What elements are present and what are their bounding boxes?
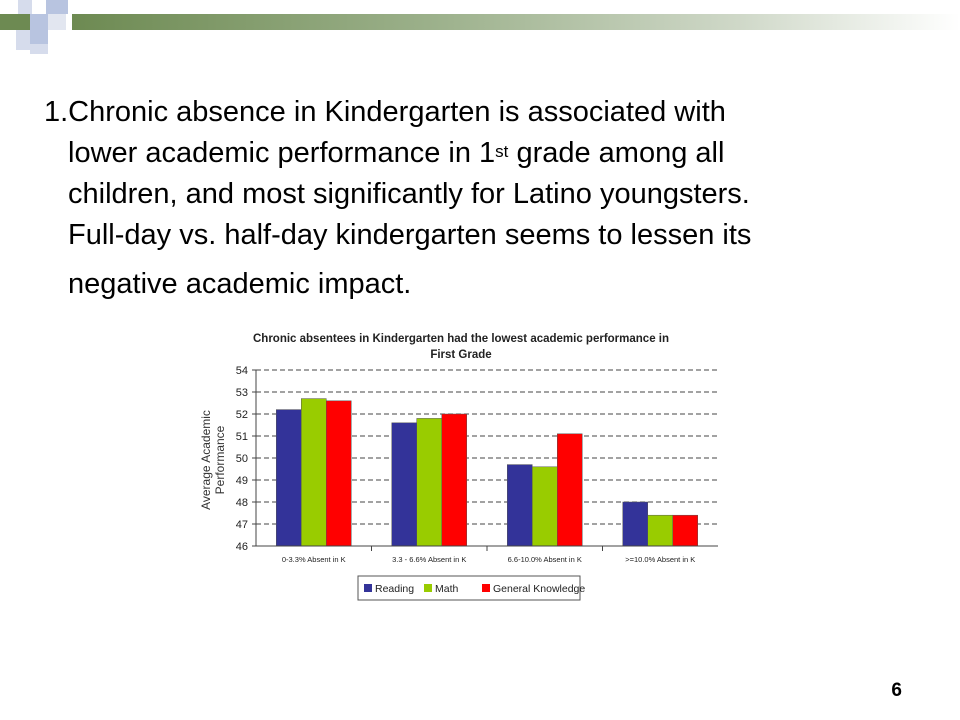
- x-tick-label-2: 6.6-10.0% Absent in K: [507, 555, 582, 564]
- bar-reading-3: [623, 502, 648, 546]
- deco-square-3: [0, 14, 30, 30]
- bar-general-knowledge-3: [673, 515, 698, 546]
- y-tick-label-7: 53: [235, 387, 248, 399]
- bar-math-0: [301, 399, 326, 546]
- bullet-line-2-a: lower academic performance in 1: [68, 137, 496, 169]
- bullet-line-3: children, and most significantly for Latino youngsters.: [68, 178, 750, 210]
- chart-title-line-1: Chronic absentees in Kindergarten had the lowest academic performance in: [252, 333, 670, 345]
- deco-square-1: [18, 0, 32, 14]
- bullet-line-2: [44, 133, 924, 174]
- y-tick-label-0: 46: [235, 541, 248, 553]
- y-tick-label-5: 51: [235, 431, 248, 443]
- x-tick-label-3: >=10.0% Absent in K: [625, 555, 696, 564]
- y-tick-label-6: 52: [235, 409, 248, 421]
- chart: [196, 318, 736, 610]
- bullet-text: [44, 92, 924, 305]
- deco-square-6: [16, 30, 30, 50]
- chart-title-line-2: First Grade: [430, 349, 492, 361]
- bar-reading-2: [507, 465, 532, 546]
- bullet-line-5: negative academic impact.: [68, 268, 412, 300]
- y-tick-label-1: 47: [235, 519, 248, 531]
- deco-square-4: [30, 14, 48, 44]
- x-tick-label-0: 0-3.3% Absent in K: [281, 555, 346, 564]
- y-tick-label-2: 48: [235, 497, 248, 509]
- x-tick-label-1: 3.3 - 6.6% Absent in K: [392, 555, 467, 564]
- bar-math-2: [532, 467, 557, 546]
- bullet-line-4: Full-day vs. half-day kindergarten seems to lessen its: [68, 219, 752, 251]
- y-tick-label-3: 49: [235, 475, 248, 487]
- y-tick-label-4: 50: [235, 453, 248, 465]
- bar-general-knowledge-1: [442, 414, 467, 546]
- bar-reading-1: [392, 423, 417, 546]
- bar-layer: [276, 399, 698, 546]
- bar-math-3: [648, 515, 673, 546]
- deco-square-5: [48, 14, 66, 30]
- legend-label-0: Reading: [375, 583, 415, 595]
- bar-math-1: [417, 418, 442, 546]
- legend-swatch-0: [364, 584, 372, 592]
- bullet-line-2-sup: st: [495, 142, 509, 161]
- bar-reading-0: [276, 410, 301, 546]
- header-bar: [72, 14, 960, 30]
- y-axis-label-line-2: Performance: [213, 425, 227, 495]
- bullet-line-2-b: grade among all: [508, 137, 725, 169]
- bar-general-knowledge-2: [557, 434, 582, 546]
- deco-square-2: [46, 0, 68, 14]
- legend-swatch-1: [424, 584, 432, 592]
- page-number: 6: [891, 680, 902, 701]
- deco-square-7: [30, 44, 48, 54]
- bullet-line-1: 1.Chronic absence in Kindergarten is associated with: [44, 96, 726, 128]
- legend-swatch-2: [482, 584, 490, 592]
- y-axis-label-line-1: Average Academic: [199, 410, 213, 510]
- legend: [358, 576, 585, 600]
- legend-label-1: Math: [435, 583, 459, 595]
- bar-general-knowledge-0: [326, 401, 351, 546]
- y-tick-label-8: 54: [235, 365, 248, 377]
- chart-svg: [196, 318, 736, 610]
- legend-label-2: General Knowledge: [493, 583, 586, 595]
